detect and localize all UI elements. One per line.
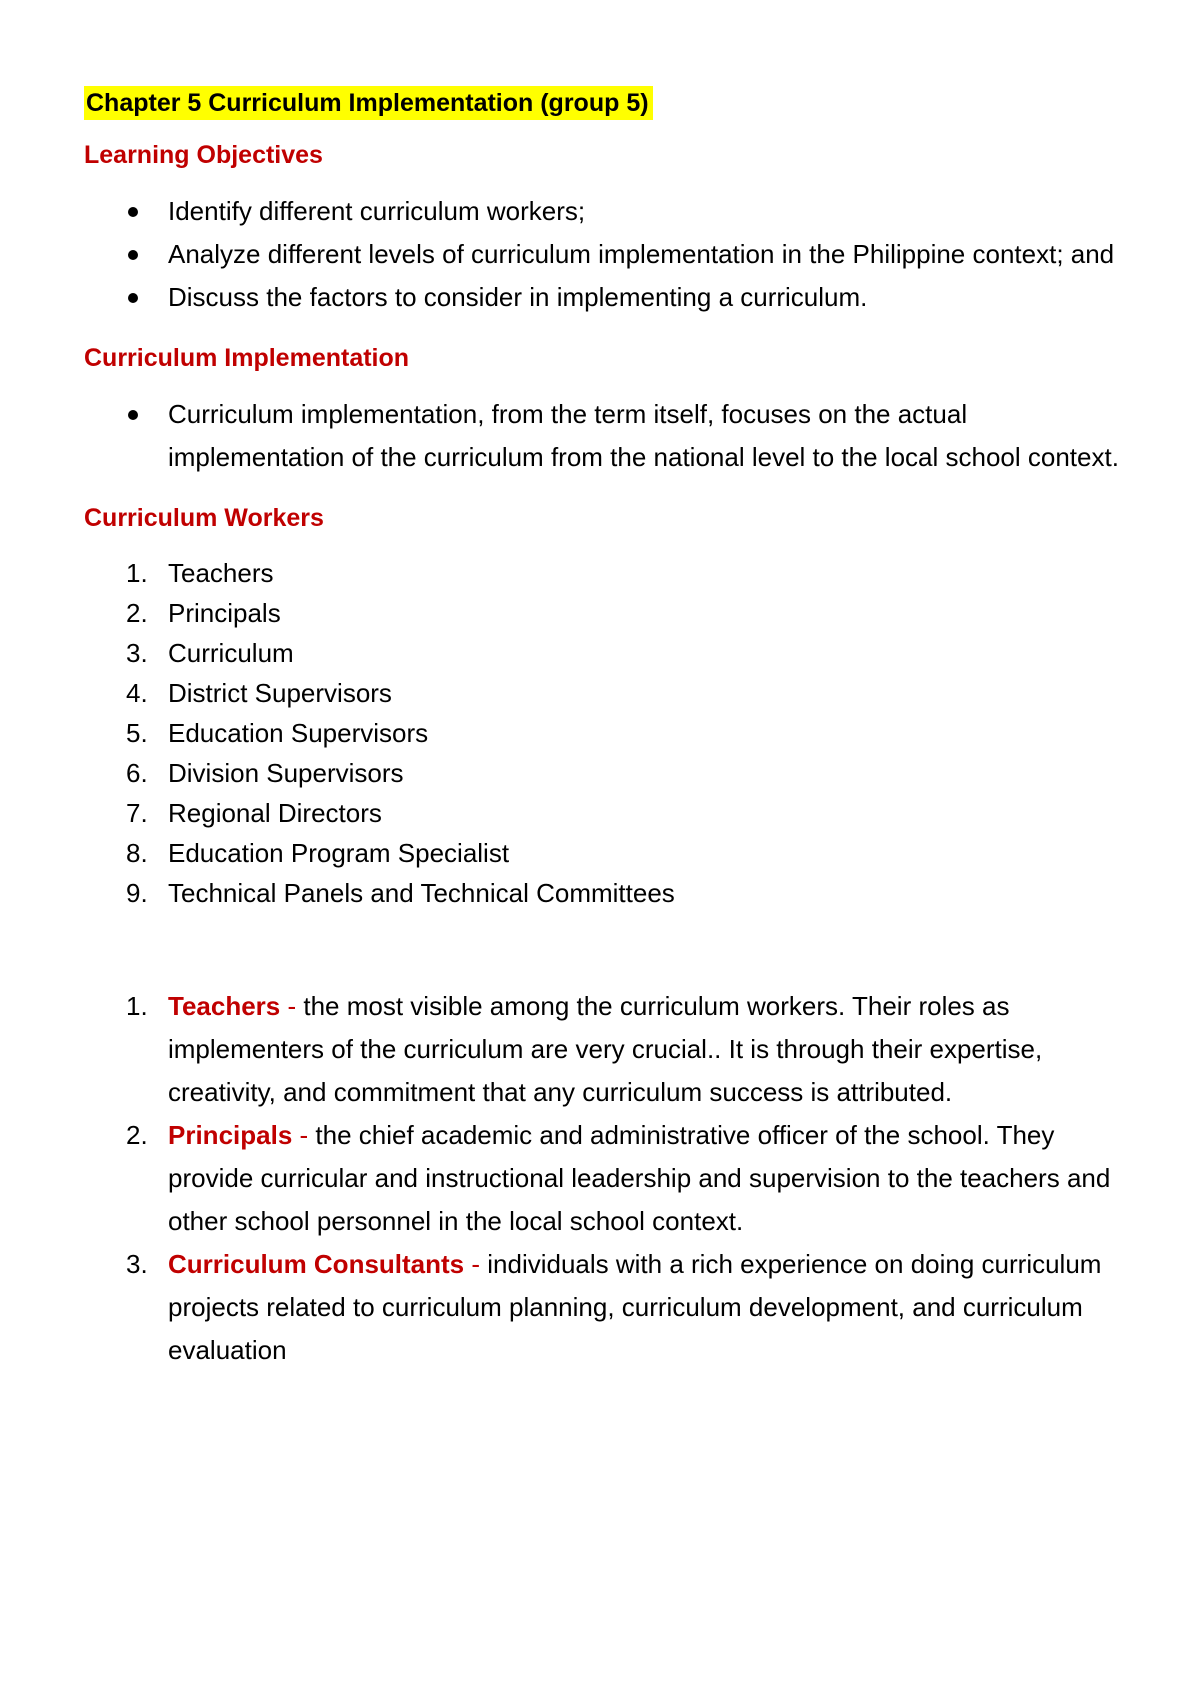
list-item-text: Identify different curriculum workers;: [168, 196, 586, 226]
list-item: [84, 233, 1124, 276]
list-number: 2.: [126, 598, 148, 628]
list-item-text: Curriculum implementation, from the term itself, focuses on the actual implementation of the curriculum from the national level to the local school context.: [168, 399, 1119, 472]
list-number: 7.: [126, 798, 148, 828]
definition-dash: -: [464, 1249, 488, 1279]
list-number: 1.: [126, 991, 148, 1021]
definition-text: individuals with a rich experience on doing curriculum projects related to curriculum planning, curriculum development, and curriculum evaluation: [168, 1249, 1102, 1365]
list-item: [84, 673, 1124, 713]
definition-text: the chief academic and administrative officer of the school. They provide curricular and instructional leadership and supervision to the teachers and other school personnel in the local school context.: [168, 1120, 1111, 1236]
list-item: [84, 873, 1124, 913]
definition-item: [84, 1114, 1124, 1243]
list-item: [84, 190, 1124, 233]
bullet-icon: [128, 410, 138, 420]
definition-term: Principals: [168, 1120, 293, 1150]
document-page: [84, 86, 1124, 1372]
list-item-text: District Supervisors: [168, 678, 392, 708]
curriculum-workers-list: [84, 553, 1124, 913]
list-item: [84, 393, 1124, 479]
definition-dash: -: [292, 1120, 316, 1150]
definitions-list: [84, 985, 1124, 1372]
list-number: 1.: [126, 558, 148, 588]
list-number: 9.: [126, 878, 148, 908]
definition-item: [84, 985, 1124, 1114]
list-number: 5.: [126, 718, 148, 748]
list-item: [84, 593, 1124, 633]
list-item: [84, 276, 1124, 319]
list-number: 8.: [126, 838, 148, 868]
definition-item: [84, 1243, 1124, 1372]
list-number: 3.: [126, 638, 148, 668]
learning-objectives-list: [84, 190, 1124, 319]
list-item-text: Analyze different levels of curriculum implementation in the Philippine context; and: [168, 239, 1115, 269]
document-title: Chapter 5 Curriculum Implementation (group 5): [84, 86, 653, 120]
list-item-text: Education Program Specialist: [168, 838, 510, 868]
definition-term: Curriculum Consultants: [168, 1249, 465, 1279]
definition-dash: -: [280, 991, 304, 1021]
list-item: [84, 713, 1124, 753]
bullet-icon: [128, 293, 138, 303]
list-item-text: Curriculum: [168, 638, 294, 668]
list-item: [84, 793, 1124, 833]
list-item-text: Regional Directors: [168, 798, 382, 828]
curriculum-implementation-list: [84, 393, 1124, 479]
list-item-text: Principals: [168, 598, 281, 628]
list-item-text: Division Supervisors: [168, 758, 404, 788]
list-item: [84, 833, 1124, 873]
list-item: [84, 633, 1124, 673]
list-item-text: Teachers: [168, 558, 274, 588]
definition-term: Teachers: [168, 991, 281, 1021]
list-item-text: Discuss the factors to consider in implementing a curriculum.: [168, 282, 868, 312]
list-item: [84, 553, 1124, 593]
list-item-text: Education Supervisors: [168, 718, 429, 748]
list-number: 4.: [126, 678, 148, 708]
list-number: 2.: [126, 1120, 148, 1150]
list-number: 3.: [126, 1249, 148, 1279]
list-item: [84, 753, 1124, 793]
section-spacer: [84, 913, 1124, 985]
definition-text: the most visible among the curriculum workers. Their roles as implementers of the curriculum are very crucial.. It is through their expertise, creativity, and commitment that any curriculum success is attributed.: [168, 991, 1043, 1107]
list-number: 6.: [126, 758, 148, 788]
bullet-icon: [128, 250, 138, 260]
heading-curriculum-implementation: Curriculum Implementation: [84, 344, 410, 372]
list-item-text: Technical Panels and Technical Committees: [168, 878, 675, 908]
heading-learning-objectives: Learning Objectives: [84, 141, 323, 169]
bullet-icon: [128, 207, 138, 217]
heading-curriculum-workers: Curriculum Workers: [84, 504, 324, 532]
